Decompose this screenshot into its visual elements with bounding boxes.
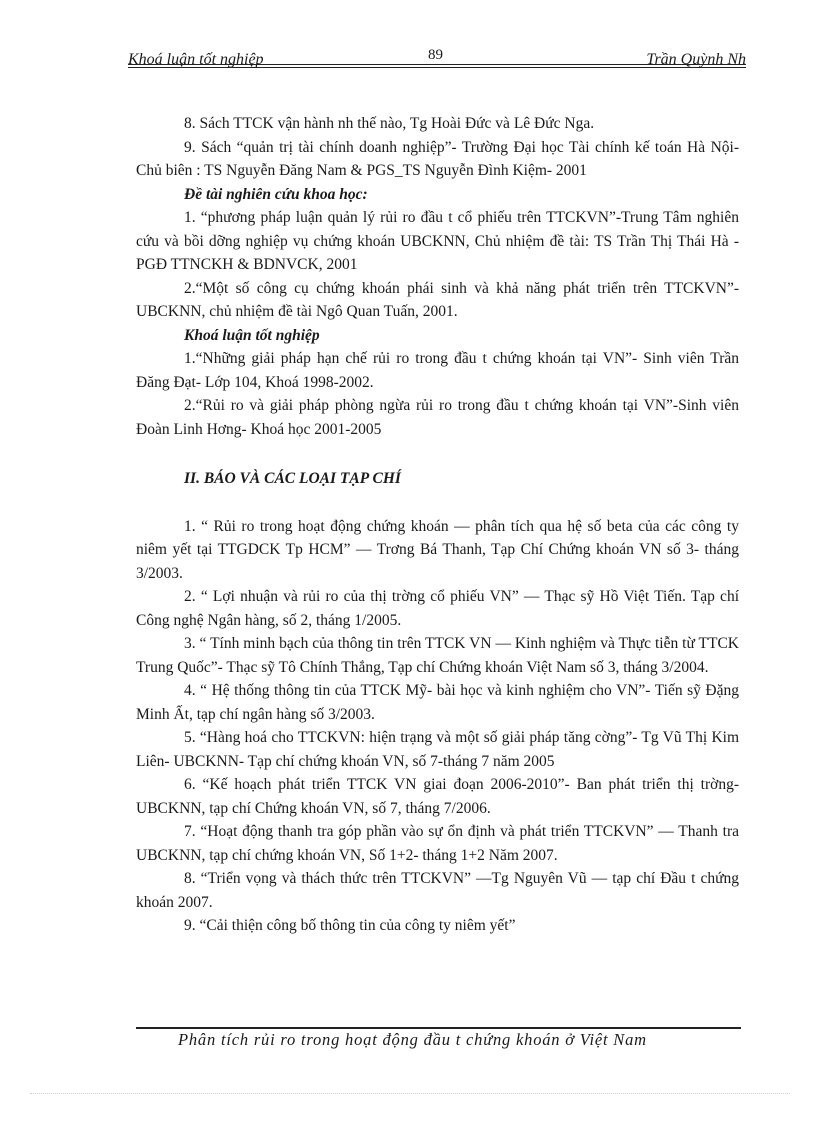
page-number: 89 [428, 47, 443, 63]
reference-item: 4. “ Hệ thống thông tin của TTCK Mỹ- bài học và kinh nghiệm cho VN”- Tiến sỹ Đặng Minh Ất, tạp chí ngân hàng số 3/2003. [136, 682, 739, 723]
reference-item: 3. “ Tính minh bạch của thông tin trên TTCK VN — Kinh nghiệm và Thực tiễn từ TTCK Trung Quốc”- Thạc sỹ Tô Chính Thắng, Tạp chí Chứng khoán Việt Nam số 3, tháng 3/2004. [136, 635, 739, 676]
reference-item: 1.“Những giải pháp hạn chế rủi ro trong đầu t chứng khoán tại VN”- Sinh viên Trần Đăng Đạt- Lớp 104, Khoá 1998-2002. [136, 350, 739, 391]
header-thesis-label: Khoá luận tốt nghiệp [128, 51, 264, 68]
header-rule-secondary [128, 67, 746, 68]
reference-item: 8. Sách TTCK vận hành nh thế nào, Tg Hoài Đức và Lê Đức Nga. [184, 115, 595, 132]
research-heading: Đề tài nghiên cứu khoa học: [184, 185, 368, 203]
reference-item: 1. “phương pháp luận quản lý rủi ro đầu t cổ phiếu trên TTCKVN”-Trung Tâm nghiên cứu và bồi dỡng nghiệp vụ chứng khoán UBCKNN, Chủ nhiệm đề tài: TS Trần Thị Thái Hà - PGĐ TTNCKH & BDNVCK, 2001 [136, 209, 739, 273]
thesis-heading: Khoá luận tốt nghiệp [184, 326, 320, 344]
reference-item: 9. Sách “quản trị tài chính doanh nghiệp”- Trường Đại học Tài chính kế toán Hà Nội- Chủ biên : TS Nguyễn Đăng Nam & PGS_TS Nguyễn Đình Kiệm- 2001 [136, 138, 739, 179]
reference-item: 8. “Triển vọng và thách thức trên TTCKVN” —Tg Nguyên Vũ — tạp chí Đầu t chứng khoán 2007. [136, 870, 739, 911]
section-title: II. BÁO VÀ CÁC LOẠI TẠP CHÍ [184, 470, 401, 487]
reference-item: 9. “Cải thiện công bố thông tin của công ty niêm yết” [184, 917, 516, 934]
reference-item: 2. “ Lợi nhuận và rủi ro của thị trờng cổ phiếu VN” — Thạc sỹ Hồ Việt Tiến. Tạp chí Công nghệ Ngân hàng, số 2, tháng 1/2005. [136, 588, 739, 629]
page-edge [30, 1093, 790, 1094]
header-rule [128, 64, 746, 65]
page-body [136, 112, 739, 938]
page-header [128, 47, 746, 69]
reference-item: 5. “Hàng hoá cho TTCKVN: hiện trạng và một số giải pháp tăng cờng”- Tg Vũ Thị Kim Liên- UBCKNN- Tạp chí chứng khoán VN, số 7-tháng 7 năm 2005 [136, 729, 739, 770]
header-author: Trần Quỳnh Nh [646, 51, 746, 68]
reference-item: 2.“Rủi ro và giải pháp phòng ngừa rủi ro trong đầu t chứng khoán tại VN”-Sinh viên Đoàn Linh Hơng- Khoá học 2001-2005 [136, 397, 739, 438]
reference-item: 2.“Một số công cụ chứng khoán phái sinh và khả năng phát triển trên TTCKVN”- UBCKNN, chủ nhiệm đề tài Ngô Quan Tuấn, 2001. [136, 279, 739, 320]
reference-item: 1. “ Rủi ro trong hoạt động chứng khoán — phân tích qua hệ số beta của các công ty niêm yết tại TTGDCK Tp HCM” — Trơng Bá Thanh, Tạp Chí Chứng khoán VN số 3- tháng 3/2003. [136, 517, 739, 582]
footer-title: Phân tích rủi ro trong hoạt động đầu t chứng khoán ở Việt Nam [178, 1030, 647, 1049]
footer-rule [136, 1027, 741, 1029]
reference-item: 6. “Kế hoạch phát triển TTCK VN giai đoạn 2006-2010”- Ban phát triển thị trờng- UBCKNN, tạp chí Chứng khoán VN, số 7, tháng 7/2006. [136, 776, 739, 817]
reference-item: 7. “Hoạt động thanh tra góp phần vào sự ổn định và phát triển TTCKVN” — Thanh tra UBCKNN, tạp chí chứng khoán VN, Số 1+2- tháng 1+2 Năm 2007. [136, 823, 739, 864]
